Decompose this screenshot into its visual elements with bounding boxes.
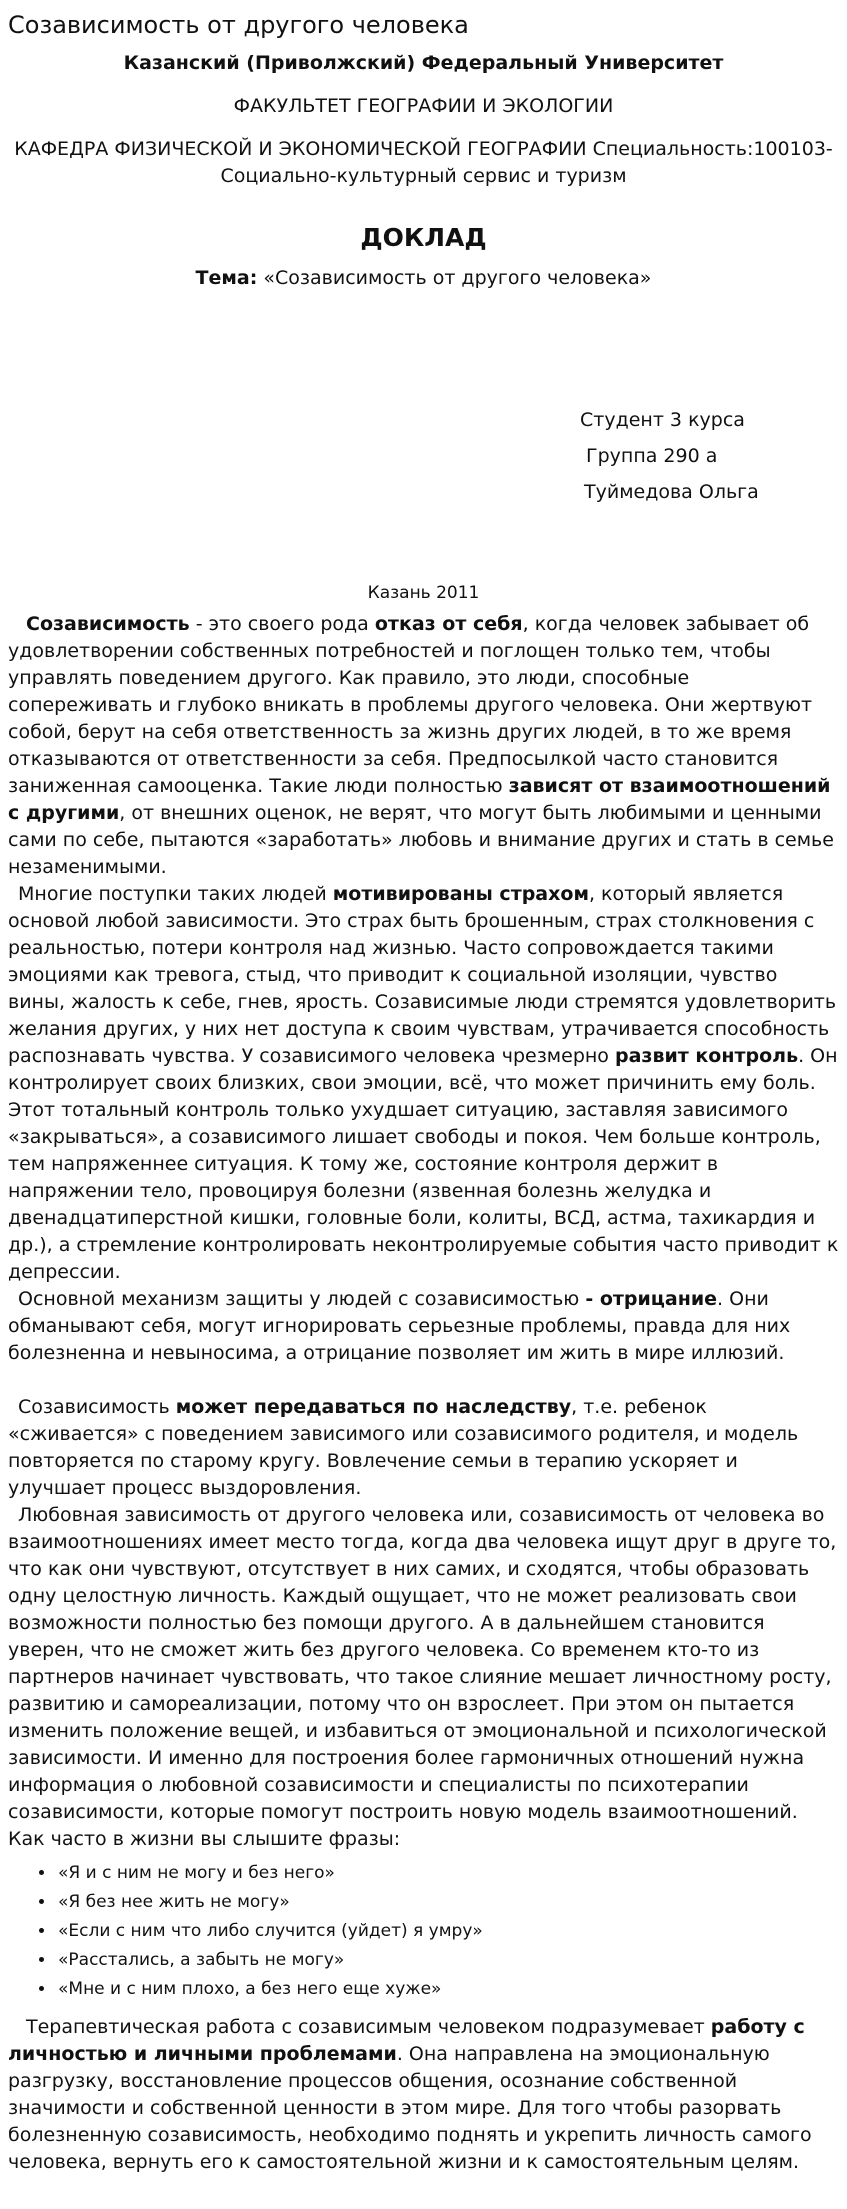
paragraph-text: , т.е. ребенок «сживается» с поведением зависимого или созависимого родителя, и модель повторяется по старому кругу. Вовлечение семьи в терапию ускоряет и улучшает процесс выздоровления. xyxy=(8,1396,799,1499)
department-name: КАФЕДРА ФИЗИЧЕСКОЙ И ЭКОНОМИЧЕСКОЙ ГЕОГРАФИИ Специальность:100103-Социально-культурный сервис и туризм xyxy=(14,138,833,187)
paragraph-text: . Они обманывают себя, могут игнорировать серьезные проблемы, правда для них болезненна и невыносима, а отрицание позволяет им жить в мире иллюзий. xyxy=(8,1288,791,1364)
body-paragraph-4 xyxy=(8,1394,839,1502)
bold-term: может передаваться по наследству xyxy=(175,1396,572,1418)
list-item: • «Расстались, а забыть не могу» xyxy=(56,1946,839,1975)
paragraph-text: , когда человек забывает об удовлетворении собственных потребностей и поглощен только тем, чтобы управлять поведением другого. Как правило, это люди, способные сопереживать и глубоко вникать в проблемы другого человека. Они жертвуют собой, берут на себя ответственность за жизнь других людей, в то же время отказываются от ответственности за себя. Предпосылкой часто становится заниженная самооценка. Такие люди полностью xyxy=(8,613,813,797)
body-paragraph-1 xyxy=(8,611,839,881)
student-course: Студент 3 курса xyxy=(580,409,745,431)
list-item: • «Мне и с ним плохо, а без него еще хуже» xyxy=(56,1975,839,2004)
body-paragraph-3 xyxy=(8,1286,839,1367)
paragraph-text: . Он контролирует своих близких, свои эмоции, всё, что может причинить ему боль. Этот тотальный контроль только ухудшает ситуацию, заставляя зависимого «закрываться», а созависимого лишает свободы и покоя. Чем больше контроль, тем напряженнее ситуация. К тому же, состояние контроля держит в напряжении тело, провоцируя болезни (язвенная болезнь желудка и двенадцатиперстной кишки, головные боли, колиты, ВСД, астма, тахикардия и др.), а стремление контролировать неконтролируемые события часто приводит к депрессии. xyxy=(8,1045,839,1283)
paragraph-text: - это своего рода xyxy=(189,613,375,635)
paragraph-text: , от внешних оценок, не верят, что могут быть любимыми и ценными сами по себе, пытаются «заработать» любовь и внимание других и стать в семье незаменимыми. xyxy=(8,802,834,878)
paragraph-text: Основной механизм защиты у людей с созависимостью xyxy=(18,1288,586,1310)
bold-term: работу с личностью и личными проблемами xyxy=(8,2016,805,2065)
paragraph-spacer xyxy=(8,1367,839,1394)
theme-value: «Созависимость от другого человека» xyxy=(257,267,652,289)
body-paragraph-5: Любовная зависимость от другого человека или, созависимость от человека во взаимоотношениях имеет место тогда, когда два человека ищут друг в друге то, что как они чувствуют, отсутствует в них самих, и сходятся, чтобы образовать одну целостную личность. Каждый ощущает, что не может реализовать свои возможности полностью без помощи другого. А в дальнейшем становится уверен, что не сможет жить без другого человека. Со временем кто-то из партнеров начинает чувствовать, что такое слияние мешает личностному росту, развитию и самореализации, потому что он взрослеет. При этом он пытается изменить положение вещей, и избавиться от эмоциональной и психологической зависимости. И именно для построения более гармоничных отношений нужна информация о любовной созависимости и специалисты по психотерапии созависимости, которые помогут построить новую модель взаимоотношений. Как часто в жизни вы слышите фразы: xyxy=(8,1504,837,1850)
paragraph-text: . Она направлена на эмоциональную разгрузку, восстановление процессов общения, осознание собственной значимости и собственной ценности в этом мире. Для того чтобы разорвать болезненную созависимость, необходимо поднять и укрепить личность самого человека, вернуть его к самостоятельной жизни и к самостоятельным целям. xyxy=(8,2043,812,2173)
student-group: Группа 290 а xyxy=(586,445,718,467)
phrases-list xyxy=(8,1859,839,2004)
faculty-name: ФАКУЛЬТЕТ ГЕОГРАФИИ И ЭКОЛОГИИ xyxy=(233,95,614,117)
university-name: Казанский (Приволжский) Федеральный Университет xyxy=(123,52,724,74)
bold-term: развит контроль xyxy=(614,1045,799,1067)
list-item: • «Я и с ним не могу и без него» xyxy=(56,1859,839,1888)
student-info xyxy=(580,402,839,510)
paragraph-text: Терапевтическая работа с созависимым человеком подразумевает xyxy=(26,2016,711,2038)
report-theme xyxy=(8,265,839,292)
theme-label: Тема: xyxy=(195,267,258,289)
report-heading: ДОКЛАД xyxy=(360,223,487,252)
student-name: Туймедова Ольга xyxy=(584,481,759,503)
list-item: • «Если с ним что либо случится (уйдет) я умру» xyxy=(56,1917,839,1946)
list-item: • «Я без нее жить не могу» xyxy=(56,1888,839,1917)
body-paragraph-6 xyxy=(8,2014,839,2176)
bold-term: - отрицание xyxy=(585,1288,718,1310)
bold-term: зависят от взаимоотношений с другими xyxy=(8,775,831,824)
bold-term: отказ от себя xyxy=(374,613,523,635)
document-title: Созависимость от другого человека xyxy=(8,11,469,39)
paragraph-text: Многие поступки таких людей xyxy=(18,883,333,905)
paragraph-text: Созависимость xyxy=(18,1396,176,1418)
bold-term: Созависимость xyxy=(26,613,190,635)
paragraph-text: , который является основой любой зависимости. Это страх быть брошенным, страх столкновения с реальностью, потери контроля над жизнью. Часто сопровождается такими эмоциями как тревога, стыд, что приводит к социальной изоляции, чувство вины, жалость к себе, гнев, ярость. Созависимые люди стремятся удовлетворить желания других, у них нет доступа к своим чувствам, утрачивается способность распознавать чувства. У созависимого человека чрезмерно xyxy=(8,883,837,1067)
bold-term: мотивированы страхом xyxy=(332,883,589,905)
body-paragraph-2 xyxy=(8,881,839,1286)
city-year: Казань 2011 xyxy=(367,583,480,603)
